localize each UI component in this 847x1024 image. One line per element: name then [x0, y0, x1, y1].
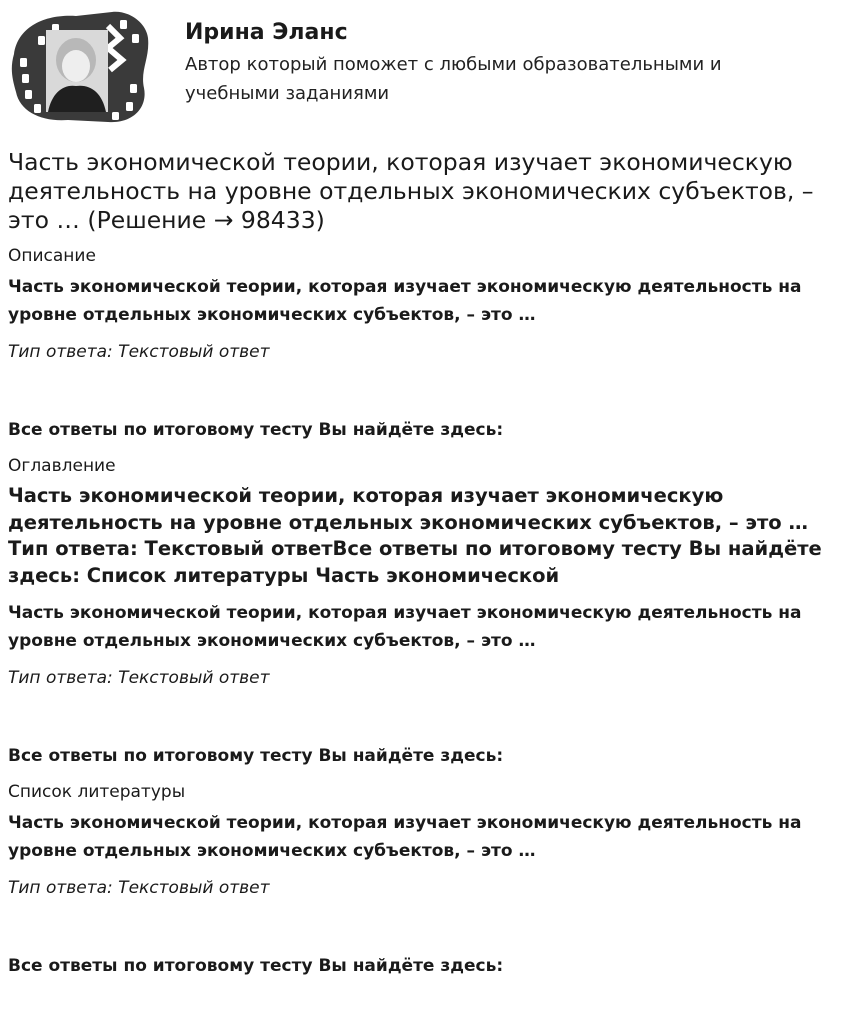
- question-summary: Часть экономической теории, которая изучает экономическую деятельность на уровне отдельных экономических субъектов, – это …: [8, 813, 802, 861]
- all-answers-note: Все ответы по итоговому тесту Вы найдёте здесь:: [8, 420, 504, 440]
- author-description: Автор который поможет с любыми образовательными и учебными заданиями: [185, 54, 722, 104]
- question-summary: Часть экономической теории, которая изучает экономическую деятельность на уровне отдельных экономических субъектов, – это …: [8, 277, 802, 325]
- section-heading-contents: Оглавление: [8, 456, 116, 476]
- answer-type: Тип ответа: Текстовый ответ: [8, 878, 270, 898]
- answer-type: Тип ответа: Текстовый ответ: [8, 668, 270, 688]
- section-heading-description: Описание: [8, 246, 96, 266]
- all-answers-note: Все ответы по итоговому тесту Вы найдёте здесь:: [8, 956, 504, 976]
- page-title: Часть экономической теории, которая изучает экономическую деятельность на уровне отдельных экономических субъектов, – это … (Решение → 98433): [8, 148, 814, 234]
- references-section: [8, 779, 838, 979]
- question-summary: Часть экономической теории, которая изучает экономическую деятельность на уровне отдельных экономических субъектов, – это …: [8, 603, 802, 651]
- author-avatar[interactable]: [8, 8, 150, 126]
- contents-section: [8, 453, 838, 769]
- contents-title: Часть экономической теории, которая изучает экономическую деятельность на уровне отдельных экономических субъектов, – это … Тип ответа: Текстовый ответВсе ответы по итоговому тесту Вы найдёте здесь: Список литературы Часть экономической: [8, 484, 822, 587]
- author-card: [8, 8, 838, 128]
- description-section: [8, 243, 838, 443]
- author-name[interactable]: Ирина Эланс: [185, 20, 348, 45]
- answer-type: Тип ответа: Текстовый ответ: [8, 342, 270, 362]
- article-content: [8, 148, 838, 979]
- portrait-face: [62, 50, 90, 82]
- all-answers-note: Все ответы по итоговому тесту Вы найдёте здесь:: [8, 746, 504, 766]
- section-heading-references: Список литературы: [8, 782, 186, 802]
